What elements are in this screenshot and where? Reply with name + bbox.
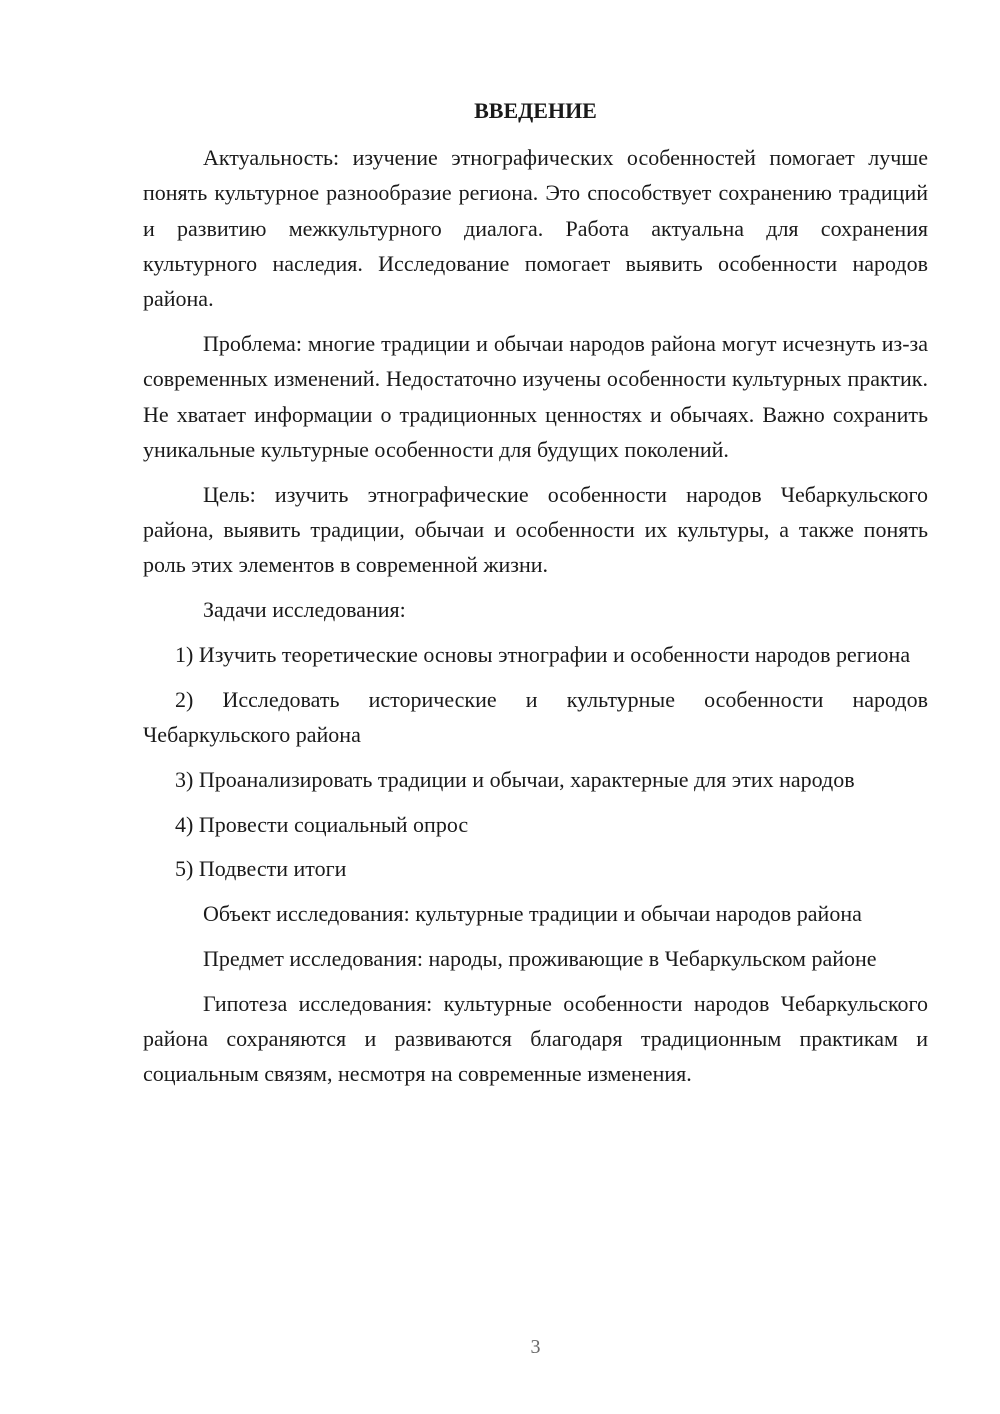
paragraph-tasks-heading: Задачи исследования:	[203, 597, 406, 623]
document-page	[143, 0, 928, 1414]
paragraph-subject: Предмет исследования: народы, проживающие в Чебаркульском районе	[203, 945, 877, 971]
paragraph-problem: Проблема: многие традиции и обычаи народов района могут исчезнуть из-за современных изменений. Недостаточно изучены особенности культурных практик. Не хватает информации о традиционных ценностях и обычаях. Важно сохранить уникальные культурные особенности для будущих поколений.	[143, 330, 928, 462]
task-item-3: 3) Проанализировать традиции и обычаи, характерные для этих народов	[175, 766, 855, 792]
task-item-4: 4) Провести социальный опрос	[175, 811, 469, 837]
task-item-1: 1) Изучить теоретические основы этнографии и особенности народов региона	[175, 641, 911, 667]
paragraph-goal: Цель: изучить этнографические особенности народов Чебаркульского района, выявить традиции, обычаи и особенности их культуры, а также понять роль этих элементов в современной жизни.	[143, 481, 928, 578]
paragraph-object: Объект исследования: культурные традиции и обычаи народов района	[203, 901, 862, 927]
document-body	[143, 140, 928, 1101]
page-number: 3	[530, 1336, 541, 1358]
task-item-5: 5) Подвести итоги	[175, 856, 347, 882]
paragraph-hypothesis: Гипотеза исследования: культурные особенности народов Чебаркульского района сохраняются и развиваются благодаря традиционным практикам и социальным связям, несмотря на современные изменения.	[143, 990, 928, 1087]
task-item-2: 2) Исследовать исторические и культурные особенности народов Чебаркульского района	[143, 686, 928, 747]
section-title: ВВЕДЕНИЕ	[474, 98, 597, 123]
paragraph-relevance: Актуальность: изучение этнографических особенностей помогает лучше понять культурное разнообразие региона. Это способствует сохранению традиций и развитию межкультурного диалога. Работа актуальна для сохранения культурного наследия. Исследование помогает выявить особенности народов района.	[143, 145, 928, 312]
